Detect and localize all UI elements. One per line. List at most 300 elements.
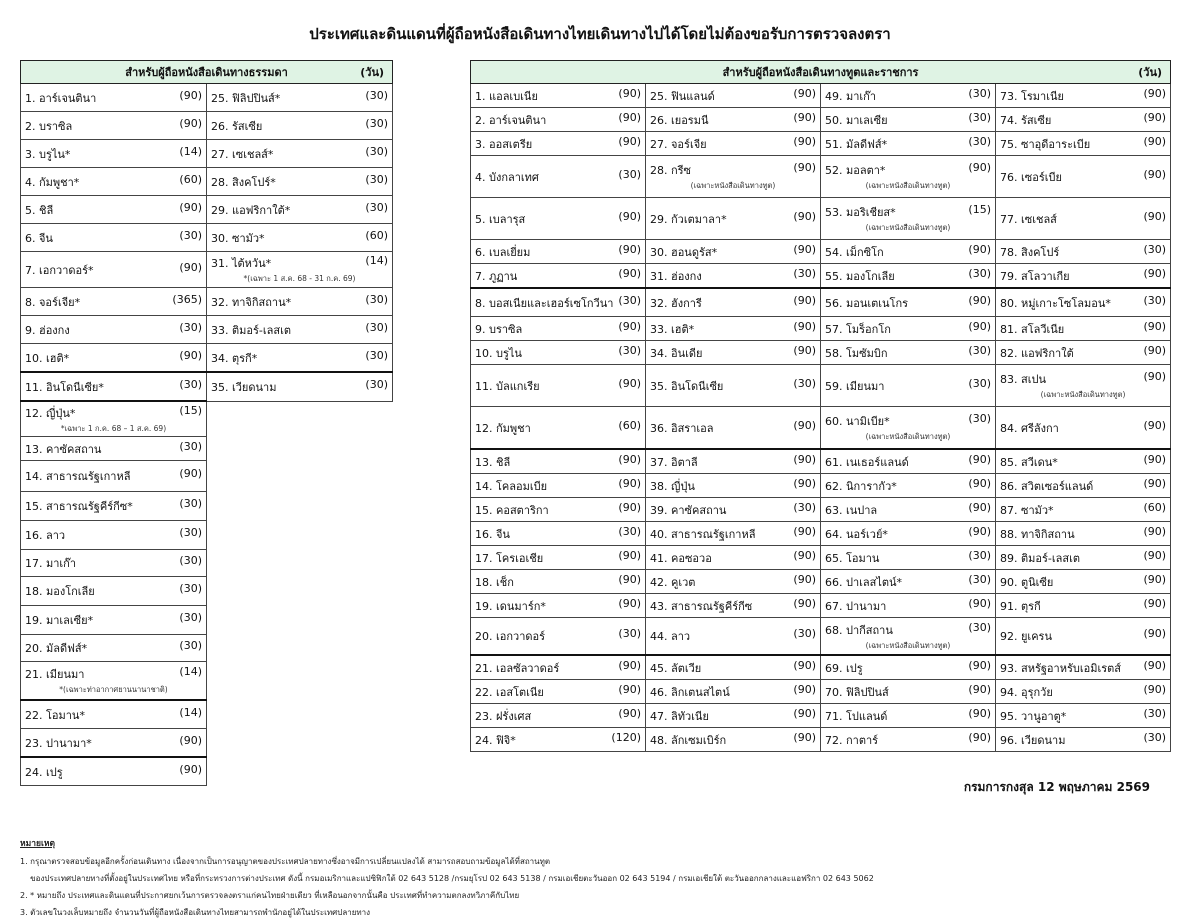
stay-days: (90) xyxy=(968,682,991,696)
country-name: 23. ฝรั่งเศส xyxy=(475,709,532,723)
table-row xyxy=(471,264,1171,289)
stay-days: (60) xyxy=(179,172,202,186)
stay-days: (90) xyxy=(968,500,991,514)
country-cell xyxy=(207,316,393,344)
country-name: 86. สวิตเซอร์แลนด์ xyxy=(1000,479,1094,493)
country-cell xyxy=(821,264,996,289)
country-name: 35. เวียดนาม xyxy=(211,380,277,394)
country-cell xyxy=(646,546,821,570)
country-cell xyxy=(21,316,207,344)
stay-days: (90) xyxy=(1143,476,1167,490)
stay-days: (30) xyxy=(968,376,991,390)
country-name: 3. ออสเตรีย xyxy=(475,137,533,151)
country-cell xyxy=(996,407,1171,450)
stay-days: (30) xyxy=(365,172,388,186)
country-name: 96. เวียดนาม xyxy=(1000,733,1066,747)
country-name: 19. มาเลเซีย* xyxy=(25,614,94,627)
stay-days: (30) xyxy=(179,526,202,539)
stay-days: (30) xyxy=(365,144,388,158)
country-note: *(เฉพาะท่าอากาศยานนานาชาติ) xyxy=(59,685,168,694)
country-cell xyxy=(821,240,996,264)
page-title: ประเทศและดินแดนที่ผู้ถือหนังสือเดินทางไทยเดินทางไปได้โดยไม่ต้องขอรับการตรวจลงตรา xyxy=(309,25,891,43)
stay-days: (90) xyxy=(793,319,816,333)
country-name: 91. ตุรกี xyxy=(1000,599,1041,613)
country-name: 18. มองโกเลีย xyxy=(25,585,95,598)
country-cell xyxy=(471,407,646,450)
stay-days: (90) xyxy=(793,343,816,357)
country-name: 33. ติมอร์-เลสเต xyxy=(211,323,291,337)
stay-days: (90) xyxy=(793,596,816,610)
stay-days: (14) xyxy=(179,665,202,678)
table-row xyxy=(21,492,393,521)
stay-days: (90) xyxy=(1143,548,1167,562)
stay-days: (90) xyxy=(618,548,641,562)
country-cell xyxy=(996,84,1171,108)
table-row xyxy=(21,372,393,401)
country-cell xyxy=(646,680,821,704)
country-cell xyxy=(646,449,821,474)
country-cell xyxy=(821,341,996,365)
country-name: 8. จอร์เจีย* xyxy=(25,295,81,309)
country-name: 11. บัลแกเรีย xyxy=(475,379,540,393)
stay-days: (30) xyxy=(968,412,991,425)
stay-days: (14) xyxy=(179,144,202,158)
table-row xyxy=(21,577,393,606)
table-row xyxy=(471,132,1171,156)
stay-days: (90) xyxy=(1143,209,1167,223)
country-cell xyxy=(646,341,821,365)
country-name: 44. ลาว xyxy=(650,630,691,643)
stay-days: (30) xyxy=(968,86,991,100)
stay-days: (90) xyxy=(1143,418,1167,432)
country-name: 80. หมู่เกาะโซโลมอน* xyxy=(1000,296,1111,310)
stay-days: (90) xyxy=(618,319,641,333)
country-name: 21. เอลซัลวาดอร์ xyxy=(475,661,560,675)
stay-days: (60) xyxy=(365,228,388,242)
stay-days: (90) xyxy=(618,706,641,720)
country-name: 36. อิสราเอล xyxy=(650,421,714,435)
stay-days: (90) xyxy=(1143,658,1167,672)
stay-days: (90) xyxy=(968,319,991,333)
country-note: *เฉพาะ 1 ก.ค. 68 – 1 ส.ค. 69) xyxy=(60,423,167,433)
country-name: 92. ยูเครน xyxy=(1000,630,1052,643)
country-cell xyxy=(996,680,1171,704)
stay-days: (30) xyxy=(793,627,816,640)
table-row xyxy=(21,140,393,168)
stay-days: (30) xyxy=(365,292,388,306)
country-cell xyxy=(21,635,207,662)
country-cell xyxy=(207,112,393,140)
country-cell xyxy=(646,704,821,728)
stay-days: (90) xyxy=(1143,627,1167,640)
stay-days: (365) xyxy=(172,292,202,306)
stay-days: (90) xyxy=(618,266,641,280)
table-row xyxy=(471,594,1171,618)
stay-days: (30) xyxy=(179,497,202,510)
stay-days: (90) xyxy=(618,242,641,256)
country-name: 7. เอกวาดอร์* xyxy=(25,263,94,277)
country-cell xyxy=(21,252,207,288)
stay-days: (30) xyxy=(968,620,991,634)
country-note: (เฉพาะหนังสือเดินทางทูต) xyxy=(865,223,951,232)
country-name: 28. สิงคโปร์* xyxy=(211,175,276,189)
table-row xyxy=(471,407,1171,450)
stay-days: (90) xyxy=(1143,572,1167,586)
stay-days: (30) xyxy=(1143,293,1167,307)
country-name: 17. มาเก๊า xyxy=(25,557,77,570)
country-cell xyxy=(996,341,1171,365)
country-cell xyxy=(471,680,646,704)
country-cell xyxy=(821,618,996,656)
stay-days: (90) xyxy=(618,596,641,610)
country-name: 39. คาซัคสถาน xyxy=(650,503,727,517)
stay-days: (90) xyxy=(179,762,202,776)
stay-days: (90) xyxy=(1143,110,1167,124)
country-cell xyxy=(996,655,1171,680)
country-cell xyxy=(207,196,393,224)
stay-days: (30) xyxy=(793,376,816,390)
country-note: (เฉพาะหนังสือเดินทางทูต) xyxy=(1040,390,1126,399)
table-row xyxy=(471,618,1171,656)
stay-days: (30) xyxy=(365,116,388,130)
country-cell xyxy=(21,437,207,461)
country-name: 65. โอมาน xyxy=(825,551,880,565)
stay-days: (30) xyxy=(968,266,991,280)
table-row xyxy=(471,680,1171,704)
remark-line: 3. ตัวเลขในวงเล็บหมายถึง จำนวนวันที่ผู้ถือหนังสือเดินทางไทยสามารถพำนักอยู่ได้ในประเทศปลายทาง xyxy=(20,908,371,917)
stay-days: (90) xyxy=(179,200,202,214)
country-name: 90. ตูนิเซีย xyxy=(1000,575,1054,589)
country-name: 64. นอร์เวย์* xyxy=(825,527,888,541)
country-cell xyxy=(821,522,996,546)
country-name: 38. ญี่ปุ่น xyxy=(650,479,695,493)
country-name: 60. นามิเบีย* xyxy=(825,415,890,428)
country-cell xyxy=(821,655,996,680)
stay-days: (90) xyxy=(968,242,991,256)
table-row xyxy=(21,168,393,196)
country-name: 28. กรีซ xyxy=(650,164,692,177)
stay-days: (90) xyxy=(793,452,816,466)
table-row xyxy=(21,635,393,662)
country-cell xyxy=(471,84,646,108)
country-name: 30. ฮอนดูรัส* xyxy=(650,245,718,259)
stay-days: (90) xyxy=(793,86,816,100)
country-cell xyxy=(21,84,207,112)
country-name: 10. บรูไน xyxy=(475,346,522,360)
country-name: 9. ฮ่องกง xyxy=(25,323,70,337)
country-cell xyxy=(21,224,207,252)
stay-days: (90) xyxy=(968,452,991,466)
stay-days: (14) xyxy=(365,254,388,267)
stay-days: (90) xyxy=(793,682,816,696)
country-cell xyxy=(471,317,646,341)
country-cell xyxy=(646,365,821,407)
country-cell xyxy=(821,594,996,618)
country-cell xyxy=(646,108,821,132)
table-row xyxy=(471,570,1171,594)
table-row xyxy=(21,700,393,729)
empty-cell xyxy=(207,635,393,662)
country-cell xyxy=(471,704,646,728)
country-cell xyxy=(471,594,646,618)
stay-days: (90) xyxy=(618,476,641,490)
country-name: 23. ปานามา* xyxy=(25,736,92,750)
table-row xyxy=(471,365,1171,407)
stay-days: (30) xyxy=(1143,242,1167,256)
stay-days: (90) xyxy=(1143,343,1167,357)
stay-days: (90) xyxy=(179,88,202,102)
country-cell xyxy=(646,570,821,594)
country-cell xyxy=(471,498,646,522)
country-cell xyxy=(207,168,393,196)
stay-days: (90) xyxy=(968,293,991,307)
remarks-lines xyxy=(20,853,874,921)
country-name: 15. สาธารณรัฐคีร์กีซ* xyxy=(25,500,133,513)
country-cell xyxy=(646,655,821,680)
stay-days: (90) xyxy=(968,706,991,720)
country-name: 22. เอสโตเนีย xyxy=(475,685,544,699)
stay-days: (90) xyxy=(968,476,991,490)
country-name: 83. สเปน xyxy=(1000,373,1046,386)
country-cell xyxy=(471,198,646,240)
table-row xyxy=(21,550,393,577)
empty-cell xyxy=(207,437,393,461)
stay-days: (90) xyxy=(968,730,991,744)
stay-days: (30) xyxy=(618,343,641,357)
country-cell xyxy=(471,264,646,289)
table-row xyxy=(471,156,1171,198)
stay-days: (90) xyxy=(1143,266,1167,280)
country-name: 71. โปแลนด์ xyxy=(825,709,888,723)
country-cell xyxy=(646,198,821,240)
table-row xyxy=(21,662,393,701)
country-name: 18. เช็ก xyxy=(475,575,514,589)
country-cell xyxy=(996,498,1171,522)
country-name: 77. เซเชลส์ xyxy=(1000,212,1057,226)
stay-days: (90) xyxy=(179,348,202,362)
table-row xyxy=(471,655,1171,680)
country-name: 31. ไต้หวัน* xyxy=(211,257,272,270)
country-name: 89. ติมอร์-เลสเต xyxy=(1000,551,1080,565)
country-name: 25. ฟินแลนด์ xyxy=(650,89,715,103)
stay-days: (90) xyxy=(1143,319,1167,333)
country-name: 24. ฟิจิ* xyxy=(475,733,516,747)
country-cell xyxy=(471,474,646,498)
country-name: 56. มอนเตเนโกร xyxy=(825,296,909,310)
country-cell xyxy=(821,570,996,594)
country-note: (เฉพาะหนังสือเดินทางทูต) xyxy=(865,640,951,650)
country-cell xyxy=(21,461,207,492)
country-name: 5. ชิลี xyxy=(25,203,54,217)
stay-days: (90) xyxy=(1143,86,1167,100)
stay-days: (90) xyxy=(793,418,816,432)
country-cell xyxy=(996,546,1171,570)
country-name: 84. ศรีลังกา xyxy=(1000,421,1059,435)
stay-days: (30) xyxy=(618,524,641,538)
country-name: 13. คาซัคสถาน xyxy=(25,442,102,456)
country-name: 33. เฮติ* xyxy=(650,322,695,336)
stay-days: (90) xyxy=(618,452,641,466)
stay-days: (90) xyxy=(793,110,816,124)
empty-cell xyxy=(207,492,393,521)
country-name: 95. วานูอาตู* xyxy=(1000,709,1067,723)
country-name: 32. ฮังการี xyxy=(650,296,702,310)
stay-days: (30) xyxy=(793,266,816,280)
country-cell xyxy=(207,140,393,168)
country-name: 29. แอฟริกาใต้* xyxy=(211,203,291,217)
country-cell xyxy=(821,84,996,108)
country-name: 24. เปรู xyxy=(25,765,63,779)
country-name: 94. อุรุกวัย xyxy=(1000,685,1053,699)
stay-days: (30) xyxy=(179,439,202,453)
country-cell xyxy=(646,407,821,450)
country-cell xyxy=(821,474,996,498)
table-row xyxy=(471,522,1171,546)
country-cell xyxy=(207,224,393,252)
country-name: 30. ซามัว* xyxy=(211,231,265,245)
country-name: 35. อินโดนีเซีย xyxy=(650,379,724,393)
country-name: 1. อาร์เจนตินา xyxy=(25,91,97,105)
country-cell xyxy=(821,704,996,728)
stay-days: (90) xyxy=(1143,370,1167,383)
stay-days: (90) xyxy=(793,293,816,307)
country-cell xyxy=(207,372,393,401)
country-cell xyxy=(821,198,996,240)
stay-days: (90) xyxy=(1143,682,1167,696)
country-cell xyxy=(471,156,646,198)
country-cell xyxy=(471,570,646,594)
country-cell xyxy=(21,492,207,521)
country-cell xyxy=(21,168,207,196)
country-name: 48. ลักเซมเบิร์ก xyxy=(650,733,727,747)
country-name: 8. บอสเนียและเฮอร์เซโกวีนา xyxy=(475,296,614,310)
table-row xyxy=(471,198,1171,240)
country-name: 59. เมียนมา xyxy=(825,379,885,393)
country-name: 31. ฮ่องกง xyxy=(650,269,702,283)
country-name: 55. มองโกเลีย xyxy=(825,269,895,283)
stay-days: (30) xyxy=(968,343,991,357)
country-name: 12. ญี่ปุ่น* xyxy=(25,406,76,420)
country-cell xyxy=(996,570,1171,594)
stay-days: (30) xyxy=(365,377,388,391)
country-name: 61. เนเธอร์แลนด์ xyxy=(825,455,909,469)
stay-days: (30) xyxy=(968,572,991,586)
country-cell xyxy=(471,240,646,264)
country-cell xyxy=(21,577,207,606)
country-name: 13. ชิลี xyxy=(475,455,511,469)
country-cell xyxy=(471,288,646,317)
stay-days: (90) xyxy=(1143,134,1167,148)
country-name: 53. มอริเชียส* xyxy=(825,206,896,219)
ordinary-days-header: (วัน) xyxy=(360,66,384,79)
table-row xyxy=(21,112,393,140)
stay-days: (30) xyxy=(179,611,202,624)
stay-days: (90) xyxy=(179,733,202,747)
country-name: 27. เซเชลส์* xyxy=(211,147,274,161)
country-name: 6. เบลเยี่ยม xyxy=(475,245,531,259)
table-row xyxy=(21,437,393,461)
stay-days: (90) xyxy=(618,682,641,696)
remark-line: 1. กรุณาตรวจสอบข้อมูลอีกครั้งก่อนเดินทาง เนื่องจากเป็นการอนุญาตของประเทศปลายทางซึ่งอาจมีการเปลี่ยนแปลงได้ สามารถสอบถามข้อมูลได้ที่สถานทูต xyxy=(20,857,551,866)
country-name: 67. ปานามา xyxy=(825,599,887,613)
country-cell xyxy=(821,449,996,474)
remarks-heading: หมายเหตุ xyxy=(20,839,55,849)
country-name: 20. มัลดีฟส์* xyxy=(25,642,88,655)
country-cell xyxy=(996,522,1171,546)
stay-days: (30) xyxy=(179,582,202,595)
table-row xyxy=(21,196,393,224)
country-name: 3. บรูไน* xyxy=(25,147,71,161)
country-cell xyxy=(471,449,646,474)
country-cell xyxy=(996,317,1171,341)
country-cell xyxy=(471,108,646,132)
remark-line: ของประเทศปลายทางที่ตั้งอยู่ในประเทศไทย หรือที่กระทรวงการต่างประเทศ ดังนี้ กรมอเมริกาและแปซิฟิกใต้ 02 643 5128 /กรมยุโรป 02 643 5138 / กรมเอเชียตะวันออก 02 643 5194 / กรมเอเชียใต้ ตะวันออกกลางและแอฟริกา 02 643 5062 xyxy=(20,874,874,883)
official-header-row xyxy=(471,61,1171,84)
country-cell xyxy=(207,252,393,288)
country-cell xyxy=(996,618,1171,656)
table-row xyxy=(471,288,1171,317)
country-cell xyxy=(21,401,207,437)
country-cell xyxy=(821,728,996,752)
stay-days: (90) xyxy=(1143,167,1167,181)
country-name: 69. เปรู xyxy=(825,661,863,675)
stay-days: (30) xyxy=(968,110,991,124)
stay-days: (90) xyxy=(1143,524,1167,538)
country-name: 2. อาร์เจนตินา xyxy=(475,113,547,127)
stay-days: (90) xyxy=(793,730,816,744)
stay-days: (30) xyxy=(365,320,388,334)
stay-days: (30) xyxy=(179,639,202,652)
table-row xyxy=(471,498,1171,522)
stay-days: (15) xyxy=(179,403,202,417)
stay-days: (30) xyxy=(968,548,991,562)
country-cell xyxy=(996,108,1171,132)
country-cell xyxy=(996,264,1171,289)
empty-cell xyxy=(207,550,393,577)
stay-days: (30) xyxy=(365,200,388,214)
table-row xyxy=(21,344,393,373)
stay-days: (90) xyxy=(968,161,991,174)
stay-days: (15) xyxy=(968,203,991,216)
ordinary-header-row xyxy=(21,61,393,84)
country-cell xyxy=(821,156,996,198)
country-cell xyxy=(821,680,996,704)
country-cell xyxy=(21,112,207,140)
stay-days: (30) xyxy=(618,167,641,181)
empty-cell xyxy=(207,662,393,701)
stay-days: (90) xyxy=(179,260,202,274)
table-row xyxy=(21,252,393,288)
country-name: 70. ฟิลิปปินส์ xyxy=(825,685,889,699)
country-cell xyxy=(21,757,207,786)
stay-days: (90) xyxy=(179,467,202,480)
stay-days: (90) xyxy=(618,110,641,124)
stay-days: (90) xyxy=(793,706,816,720)
country-name: 6. จีน xyxy=(25,231,53,245)
country-cell xyxy=(21,196,207,224)
country-cell xyxy=(21,606,207,635)
country-cell xyxy=(996,156,1171,198)
ordinary-header-title: สำหรับผู้ถือหนังสือเดินทางธรรมดา xyxy=(125,66,288,79)
stay-days: (90) xyxy=(968,524,991,538)
country-cell xyxy=(471,365,646,407)
table-row xyxy=(471,728,1171,752)
table-row xyxy=(471,240,1171,264)
country-name: 66. ปาเลสไตน์* xyxy=(825,575,903,589)
country-name: 81. สโลวีเนีย xyxy=(1000,322,1065,336)
stay-days: (120) xyxy=(611,730,641,744)
stay-days: (30) xyxy=(179,228,202,242)
